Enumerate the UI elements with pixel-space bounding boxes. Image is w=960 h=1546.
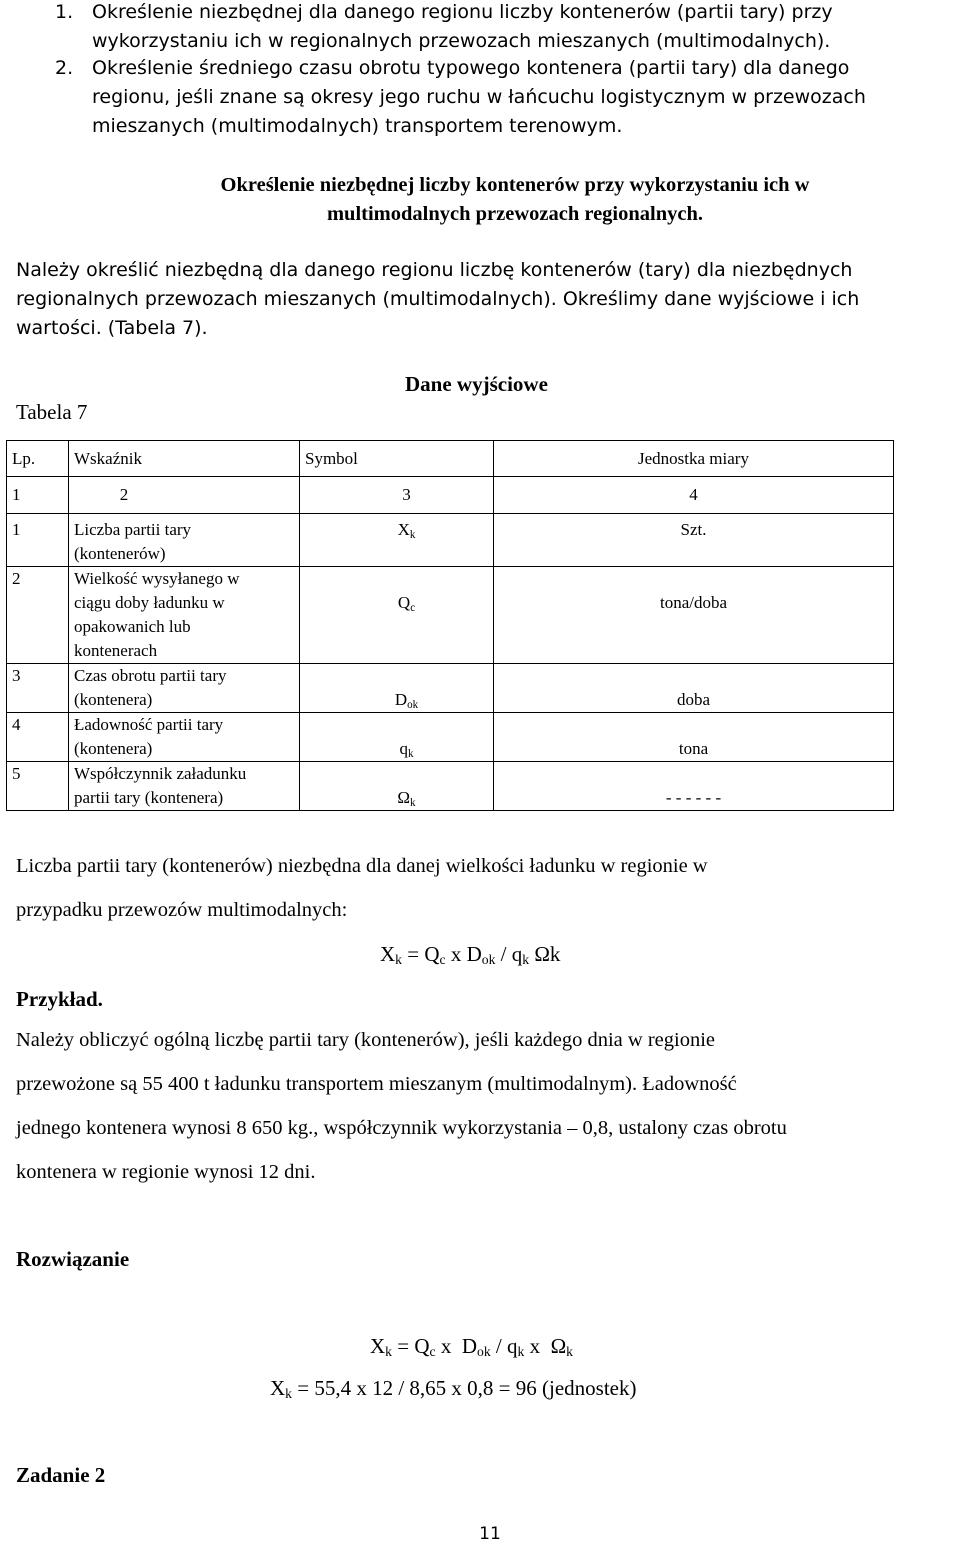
row-name-line: Czas obrotu partii tary: [74, 666, 227, 685]
section-title-line: multimodalnych przewozach regionalnych.: [326, 203, 704, 225]
table-caption: Dane wyjściowe: [405, 372, 548, 396]
row-unit: tona/doba: [494, 567, 894, 664]
f-part: X: [380, 942, 396, 966]
f-sub: k: [522, 952, 530, 967]
f-sub: c: [439, 952, 446, 967]
list-item: [0, 0, 960, 56]
example-line: Należy obliczyć ogólną liczbę partii tary (kontenerów), jeśli każdego dnia w regionie: [16, 1029, 716, 1051]
header-symbol: Symbol: [300, 441, 494, 477]
f-part: / q: [495, 942, 523, 966]
after-table-line: przypadku przewozów multimodalnych:: [16, 899, 348, 921]
row-symbol: [300, 567, 494, 664]
row-name-line: ciągu doby ładunku w: [74, 593, 225, 612]
list-line: mieszanych (multimodalnych) transportem terenowym.: [92, 115, 623, 137]
f-sub: c: [429, 1344, 436, 1359]
row-lp: 3: [7, 664, 69, 713]
row-symbol: [300, 514, 494, 567]
header-lp: Lp.: [7, 441, 69, 477]
row-symbol: [300, 664, 494, 713]
list-line: Określenie niezbędnej dla danego regionu liczby kontenerów (partii tary) przy: [92, 1, 833, 23]
list-line: wykorzystaniu ich w regionalnych przewozach mieszanych (multimodalnych).: [92, 30, 831, 52]
intro-line: regionalnych przewozach mieszanych (multimodalnych). Określimy dane wyjściowe i ich: [16, 288, 860, 310]
colnum-cell: 4: [494, 477, 894, 514]
row-lp: 1: [7, 514, 69, 567]
f-sub: ok: [477, 1344, 491, 1359]
row-unit: tona: [494, 713, 894, 762]
example-line: przewożone są 55 400 t ładunku transportem mieszanym (multimodalnym). Ładowność: [16, 1073, 737, 1095]
f-sub: k: [566, 1344, 573, 1359]
table-row: [7, 762, 894, 811]
f-part: = 55,4 x 12 / 8,65 x 0,8 = 96 (jednostek): [292, 1376, 637, 1400]
task-heading: Zadanie 2: [16, 1463, 106, 1487]
f-sub: k: [517, 1344, 525, 1359]
f-part: X: [270, 1376, 286, 1400]
f-part: x D: [445, 942, 482, 966]
row-lp: 4: [7, 713, 69, 762]
row-unit: doba: [494, 664, 894, 713]
symbol-text: q: [399, 739, 408, 758]
f-part: = Q: [392, 1334, 430, 1358]
f-sub: k: [395, 952, 402, 967]
row-name-line: kontenerach: [74, 641, 158, 660]
row-unit: Szt.: [494, 514, 894, 567]
table-header-row: [7, 441, 894, 477]
list-number: 1.: [55, 1, 74, 23]
row-name: [69, 713, 300, 762]
list-line: Określenie średniego czasu obrotu typowego kontenera (partii tary) dla danego: [92, 57, 850, 79]
symbol-subscript: c: [410, 602, 416, 614]
f-part: x Ω: [524, 1334, 567, 1358]
formula-result: [270, 1376, 637, 1401]
table-row: [7, 664, 894, 713]
row-name-line: Wielkość wysyłanego w: [74, 569, 240, 588]
f-part: Ωk: [529, 942, 561, 966]
objectives-list: [0, 0, 960, 148]
table-colnum-row: [7, 477, 894, 514]
symbol-subscript: k: [410, 797, 416, 809]
row-name: [69, 567, 300, 664]
row-lp: 5: [7, 762, 69, 811]
symbol-text: Q: [397, 593, 411, 612]
example-line: kontenera w regionie wynosi 12 dni.: [16, 1161, 316, 1183]
symbol-subscript: k: [407, 748, 414, 760]
row-unit: - - - - - -: [494, 762, 894, 811]
example-line: jednego kontenera wynosi 8 650 kg., współczynnik wykorzystania – 0,8, ustalony czas obrotu: [16, 1117, 787, 1139]
table-label: Tabela 7: [16, 400, 88, 424]
row-name: [69, 514, 300, 567]
list-line: regionu, jeśli znane są okresy jego ruchu w łańcuchu logistycznym w przewozach: [92, 86, 866, 108]
table-row: [7, 567, 894, 664]
colnum-cell: 2: [69, 477, 300, 514]
f-part: x D: [435, 1334, 477, 1358]
row-name-line: partii tary (kontenera): [74, 788, 224, 807]
f-part: / q: [490, 1334, 518, 1358]
solution-heading: Rozwiązanie: [16, 1247, 130, 1271]
f-sub: k: [385, 1344, 392, 1359]
header-unit: Jednostka miary: [494, 441, 894, 477]
row-name-line: (kontenera): [74, 690, 153, 709]
f-part: = Q: [402, 942, 440, 966]
row-name-line: (kontenerów): [74, 544, 166, 563]
row-lp: 2: [7, 567, 69, 664]
row-symbol: [300, 713, 494, 762]
row-symbol: [300, 762, 494, 811]
list-item: [0, 54, 960, 144]
row-name-line: Współczynnik załadunku: [74, 764, 247, 783]
symbol-text: D: [394, 690, 408, 709]
colnum-cell: 3: [300, 477, 494, 514]
table-row: [7, 514, 894, 567]
intro-line: wartości. (Tabela 7).: [16, 317, 208, 339]
section-title-line: Określenie niezbędnej liczby kontenerów przy wykorzystaniu ich w: [220, 174, 810, 196]
colnum-cell: 1: [7, 477, 69, 514]
row-name: [69, 762, 300, 811]
header-indicator: Wskaźnik: [69, 441, 300, 477]
after-table-line: Liczba partii tary (kontenerów) niezbędna dla danej wielkości ładunku w regionie w: [16, 855, 708, 877]
symbol-text: Ω: [397, 788, 411, 807]
f-sub: k: [285, 1386, 292, 1401]
page-number: 11: [479, 1524, 501, 1544]
table-row: [7, 713, 894, 762]
formula-general: [380, 942, 560, 967]
f-part: X: [370, 1334, 386, 1358]
row-name-line: opakowanich lub: [74, 617, 191, 636]
list-number: 2.: [55, 57, 74, 79]
row-name-line: (kontenera): [74, 739, 153, 758]
row-name-line: Ładowność partii tary: [74, 715, 224, 734]
f-sub: ok: [481, 952, 496, 967]
symbol-subscript: ok: [407, 699, 419, 711]
intro-paragraph: [16, 256, 946, 343]
formula-solution: [370, 1334, 573, 1359]
row-name-line: Liczba partii tary: [74, 520, 192, 539]
intro-line: Należy określić niezbędną dla danego regionu liczbę kontenerów (tary) dla niezbędnych: [16, 259, 853, 281]
section-title: [0, 171, 960, 229]
symbol-subscript: k: [409, 529, 416, 541]
data-table: [6, 440, 894, 811]
example-heading: Przykład.: [16, 987, 103, 1011]
row-name: [69, 664, 300, 713]
symbol-text: X: [397, 520, 410, 539]
